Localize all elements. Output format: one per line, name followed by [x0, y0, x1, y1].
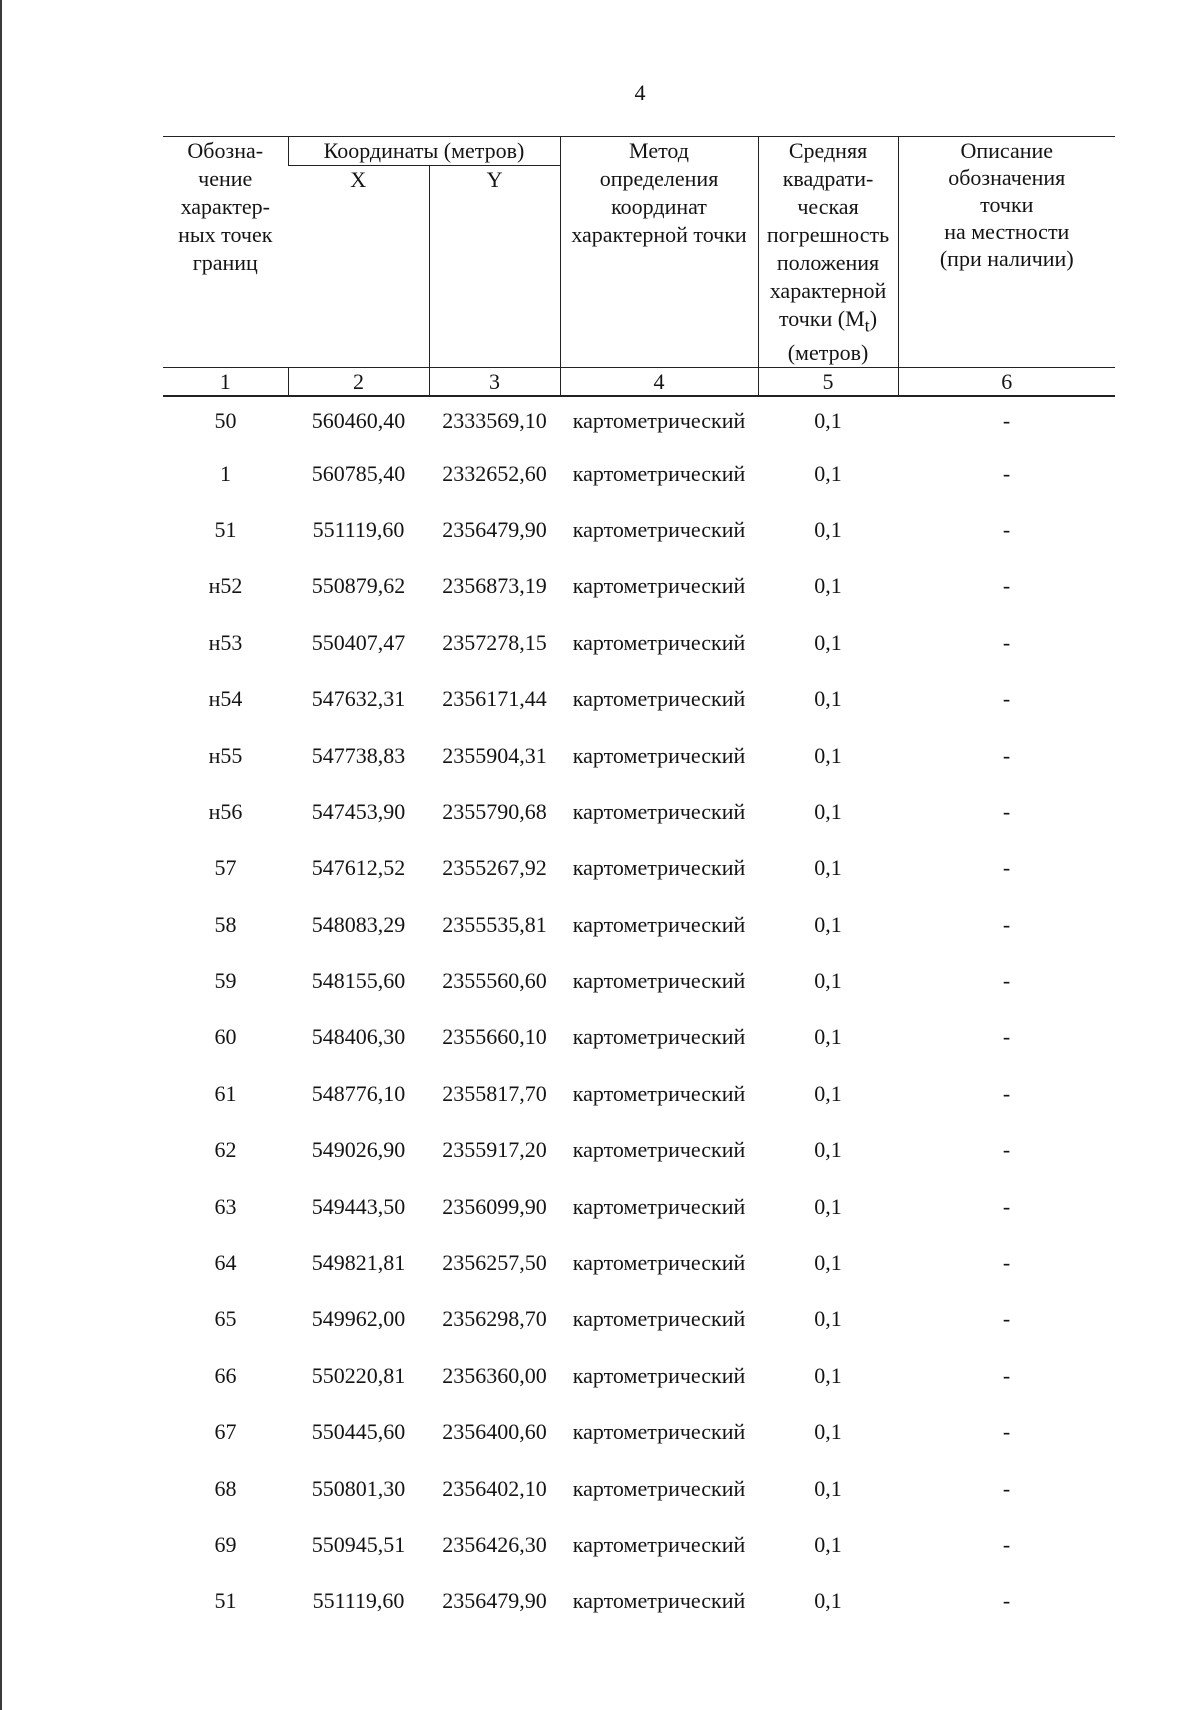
cell-error: 0,1	[814, 1475, 842, 1501]
cell-x: 550407,47	[311, 629, 406, 655]
cell-method: картометрический	[572, 1306, 746, 1332]
cell-method: картометрический	[572, 1362, 746, 1388]
table-row	[163, 727, 1115, 783]
cell-x: 550220,81	[311, 1362, 406, 1388]
cell-point: 64	[214, 1250, 237, 1276]
cell-description: -	[1002, 1306, 1011, 1332]
cell-y: 2355917,20	[442, 1137, 547, 1163]
cell-method: картометрический	[572, 460, 746, 486]
cell-method: картометрический	[572, 911, 746, 937]
cell-x: 549821,81	[311, 1250, 406, 1276]
cell-description: -	[1002, 1419, 1011, 1445]
cell-method: картометрический	[572, 629, 746, 655]
cell-method: картометрический	[572, 516, 746, 542]
cell-x: 550801,30	[311, 1475, 406, 1501]
cell-x: 560460,40	[311, 408, 406, 434]
cell-description: -	[1002, 516, 1011, 542]
header-line: квадрати-	[782, 166, 874, 191]
cell-description: -	[1002, 1362, 1011, 1388]
table-row	[163, 1066, 1115, 1122]
subscript-t: t	[864, 315, 870, 336]
cell-error: 0,1	[814, 1419, 842, 1445]
header-line: Средняя	[788, 138, 868, 163]
cell-point: 68	[214, 1475, 237, 1501]
cell-error: 0,1	[814, 1250, 842, 1276]
cell-description: -	[1002, 1588, 1011, 1614]
table-row	[163, 1517, 1115, 1573]
cell-description: -	[1002, 855, 1011, 881]
cell-method: картометрический	[572, 968, 746, 994]
column-numbers-row	[163, 368, 1115, 397]
header-line: координат	[611, 194, 707, 219]
cell-y: 2357278,15	[442, 629, 547, 655]
table-header	[163, 137, 1115, 397]
cell-y: 2356099,90	[442, 1193, 547, 1219]
cell-method: картометрический	[572, 1137, 746, 1163]
column-number: 5	[758, 368, 898, 397]
table-row	[163, 1460, 1115, 1516]
cell-description: -	[1002, 573, 1011, 599]
table-row	[163, 1235, 1115, 1291]
table-row	[163, 840, 1115, 896]
header-line: чение	[198, 166, 253, 191]
cell-error: 0,1	[814, 1080, 842, 1106]
cell-point: 51	[214, 1588, 237, 1614]
cell-error: 0,1	[814, 798, 842, 824]
cell-y: 2356400,60	[442, 1419, 547, 1445]
cell-description: -	[1002, 1137, 1011, 1163]
table-row	[163, 953, 1115, 1009]
cell-error: 0,1	[814, 1306, 842, 1332]
cell-y: 2355535,81	[442, 911, 547, 937]
cell-point: 62	[214, 1137, 237, 1163]
table-row	[163, 1404, 1115, 1460]
cell-description: -	[1002, 1024, 1011, 1050]
table-row	[163, 671, 1115, 727]
cell-point: 60	[214, 1024, 237, 1050]
cell-point: 1	[220, 460, 231, 486]
cell-point: 69	[214, 1532, 237, 1557]
header-line: Описание	[960, 138, 1054, 163]
cell-error: 0,1	[814, 408, 842, 434]
cell-method: картометрический	[572, 1080, 746, 1106]
cell-description: -	[1002, 742, 1011, 768]
cell-method: картометрический	[572, 742, 746, 768]
cell-error: 0,1	[814, 968, 842, 994]
header-line: определения	[599, 166, 719, 191]
cell-x: 549443,50	[311, 1193, 406, 1219]
cell-y: 2356873,19	[442, 573, 547, 599]
table-row	[163, 615, 1115, 671]
table-row	[163, 1348, 1115, 1404]
cell-y: 2355267,92	[442, 855, 547, 881]
cell-x: 548406,30	[311, 1024, 406, 1050]
cell-error: 0,1	[814, 629, 842, 655]
cell-y: 2355904,31	[442, 742, 547, 768]
cell-x: 548776,10	[311, 1080, 406, 1106]
cell-description: -	[1002, 968, 1011, 994]
cell-method: картометрический	[572, 855, 746, 881]
cell-error: 0,1	[814, 1532, 842, 1557]
cell-x: 550945,51	[311, 1532, 406, 1557]
header-line-text: )	[869, 306, 878, 331]
cell-x: 547632,31	[311, 686, 406, 712]
cell-description: -	[1002, 408, 1011, 434]
cell-x: 548083,29	[311, 911, 406, 937]
cell-x: 560785,40	[311, 460, 406, 486]
table-row	[163, 784, 1115, 840]
table-row	[163, 1122, 1115, 1178]
cell-x: 550445,60	[311, 1419, 406, 1445]
header-mean-square-error	[758, 137, 898, 368]
header-line-text: точки (M	[778, 306, 865, 331]
cell-y: 2355790,68	[442, 798, 547, 824]
header-line: характер-	[180, 194, 270, 219]
header-line	[759, 305, 898, 339]
cell-point: н56	[208, 798, 243, 824]
cell-y: 2356479,90	[442, 1588, 547, 1614]
column-number: 2	[288, 368, 429, 397]
header-line: границ	[192, 250, 258, 275]
header-x: X	[350, 167, 367, 192]
cell-point: 51	[214, 516, 237, 542]
cell-x: 551119,60	[312, 1588, 405, 1614]
table-row	[163, 558, 1115, 614]
cell-y: 2355817,70	[442, 1080, 547, 1106]
cell-point: н53	[208, 629, 243, 655]
cell-method: картометрический	[572, 1588, 746, 1614]
cell-y: 2332652,60	[442, 460, 547, 486]
cell-y: 2356426,30	[442, 1532, 547, 1557]
cell-y: 2356360,00	[442, 1362, 547, 1388]
cell-point: 67	[214, 1419, 237, 1445]
header-line: положения	[776, 250, 880, 275]
header-line: характерной	[769, 278, 887, 303]
cell-error: 0,1	[814, 516, 842, 542]
cell-description: -	[1002, 460, 1011, 486]
header-y: Y	[429, 166, 560, 368]
header-line: (метров)	[787, 340, 869, 366]
cell-point: н52	[208, 573, 243, 599]
header-line: ческая	[797, 194, 859, 219]
cell-description: -	[1002, 1250, 1011, 1276]
table-row	[163, 445, 1115, 501]
column-number: 6	[898, 368, 1115, 397]
boundary-points-table	[163, 136, 1115, 1630]
scan-edge	[0, 0, 2, 1710]
header-line: точки	[980, 192, 1034, 217]
cell-point: 66	[214, 1362, 237, 1388]
cell-method: картометрический	[572, 1419, 746, 1445]
header-line: погрешность	[766, 222, 890, 247]
cell-method: картометрический	[572, 1250, 746, 1276]
column-number: 4	[560, 368, 758, 397]
cell-method: картометрический	[572, 408, 746, 434]
header-coordinates: Координаты (метров)	[288, 137, 560, 166]
cell-point: 61	[214, 1080, 237, 1106]
table-row	[163, 502, 1115, 558]
header-line: (при наличии)	[939, 246, 1074, 271]
cell-error: 0,1	[814, 1024, 842, 1050]
cell-y: 2356479,90	[442, 516, 547, 542]
cell-point: 59	[214, 968, 237, 994]
table-body	[163, 396, 1115, 1629]
cell-y: 2356257,50	[442, 1250, 547, 1276]
table-row	[163, 1291, 1115, 1347]
table-row	[163, 1178, 1115, 1234]
header-line: на местности	[944, 219, 1070, 244]
cell-method: картометрический	[572, 1193, 746, 1219]
cell-description: -	[1002, 1080, 1011, 1106]
cell-point: 63	[214, 1193, 237, 1219]
cell-point: 58	[214, 911, 237, 937]
column-number: 3	[429, 368, 560, 397]
header-line: Метод	[629, 138, 689, 163]
cell-error: 0,1	[814, 911, 842, 937]
cell-y: 2355560,60	[442, 968, 547, 994]
cell-error: 0,1	[814, 1588, 842, 1614]
cell-description: -	[1002, 798, 1011, 824]
cell-error: 0,1	[814, 686, 842, 712]
cell-description: -	[1002, 629, 1011, 655]
page-number: 4	[634, 80, 646, 105]
header-line: характерной точки	[571, 222, 747, 247]
cell-error: 0,1	[814, 742, 842, 768]
cell-point: н54	[208, 686, 243, 712]
cell-description: -	[1002, 686, 1011, 712]
table-row	[163, 1573, 1115, 1629]
cell-x: 547612,52	[311, 855, 406, 881]
cell-method: картометрический	[572, 686, 746, 712]
table-row	[163, 1009, 1115, 1065]
cell-y: 2356402,10	[442, 1475, 547, 1501]
cell-error: 0,1	[814, 1362, 842, 1388]
cell-method: картометрический	[572, 1532, 746, 1557]
cell-error: 0,1	[814, 855, 842, 881]
cell-error: 0,1	[814, 1193, 842, 1219]
cell-x: 549962,00	[311, 1306, 406, 1332]
header-line: ных точек	[178, 222, 273, 247]
cell-method: картометрический	[572, 1024, 746, 1050]
header-description	[898, 137, 1115, 368]
cell-y: 2356171,44	[442, 686, 547, 712]
cell-y: 2355660,10	[442, 1024, 547, 1050]
cell-error: 0,1	[814, 573, 842, 599]
header-point-designation	[163, 137, 288, 368]
cell-error: 0,1	[814, 460, 842, 486]
cell-description: -	[1002, 1475, 1011, 1501]
cell-x: 547453,90	[311, 798, 406, 824]
cell-point: 65	[214, 1306, 237, 1332]
cell-description: -	[1002, 1532, 1011, 1557]
cell-y: 2356298,70	[442, 1306, 547, 1332]
header-line: обозначения	[948, 165, 1066, 190]
cell-y: 2333569,10	[442, 408, 547, 434]
cell-method: картометрический	[572, 573, 746, 599]
cell-x: 549026,90	[311, 1137, 406, 1163]
cell-description: -	[1002, 911, 1011, 937]
cell-x: 550879,62	[311, 573, 406, 599]
cell-method: картометрический	[572, 798, 746, 824]
cell-point: 50	[214, 408, 237, 434]
cell-method: картометрический	[572, 1475, 746, 1501]
cell-error: 0,1	[814, 1137, 842, 1163]
cell-point: 57	[214, 855, 237, 881]
table-row	[163, 396, 1115, 445]
cell-x: 551119,60	[312, 516, 405, 542]
table-row	[163, 897, 1115, 953]
header-line: Обозна-	[187, 138, 264, 163]
cell-description: -	[1002, 1193, 1011, 1219]
header-method	[560, 137, 758, 368]
cell-x: 547738,83	[311, 742, 406, 768]
column-number: 1	[163, 368, 288, 397]
cell-x: 548155,60	[311, 968, 406, 994]
cell-point: н55	[208, 742, 243, 768]
